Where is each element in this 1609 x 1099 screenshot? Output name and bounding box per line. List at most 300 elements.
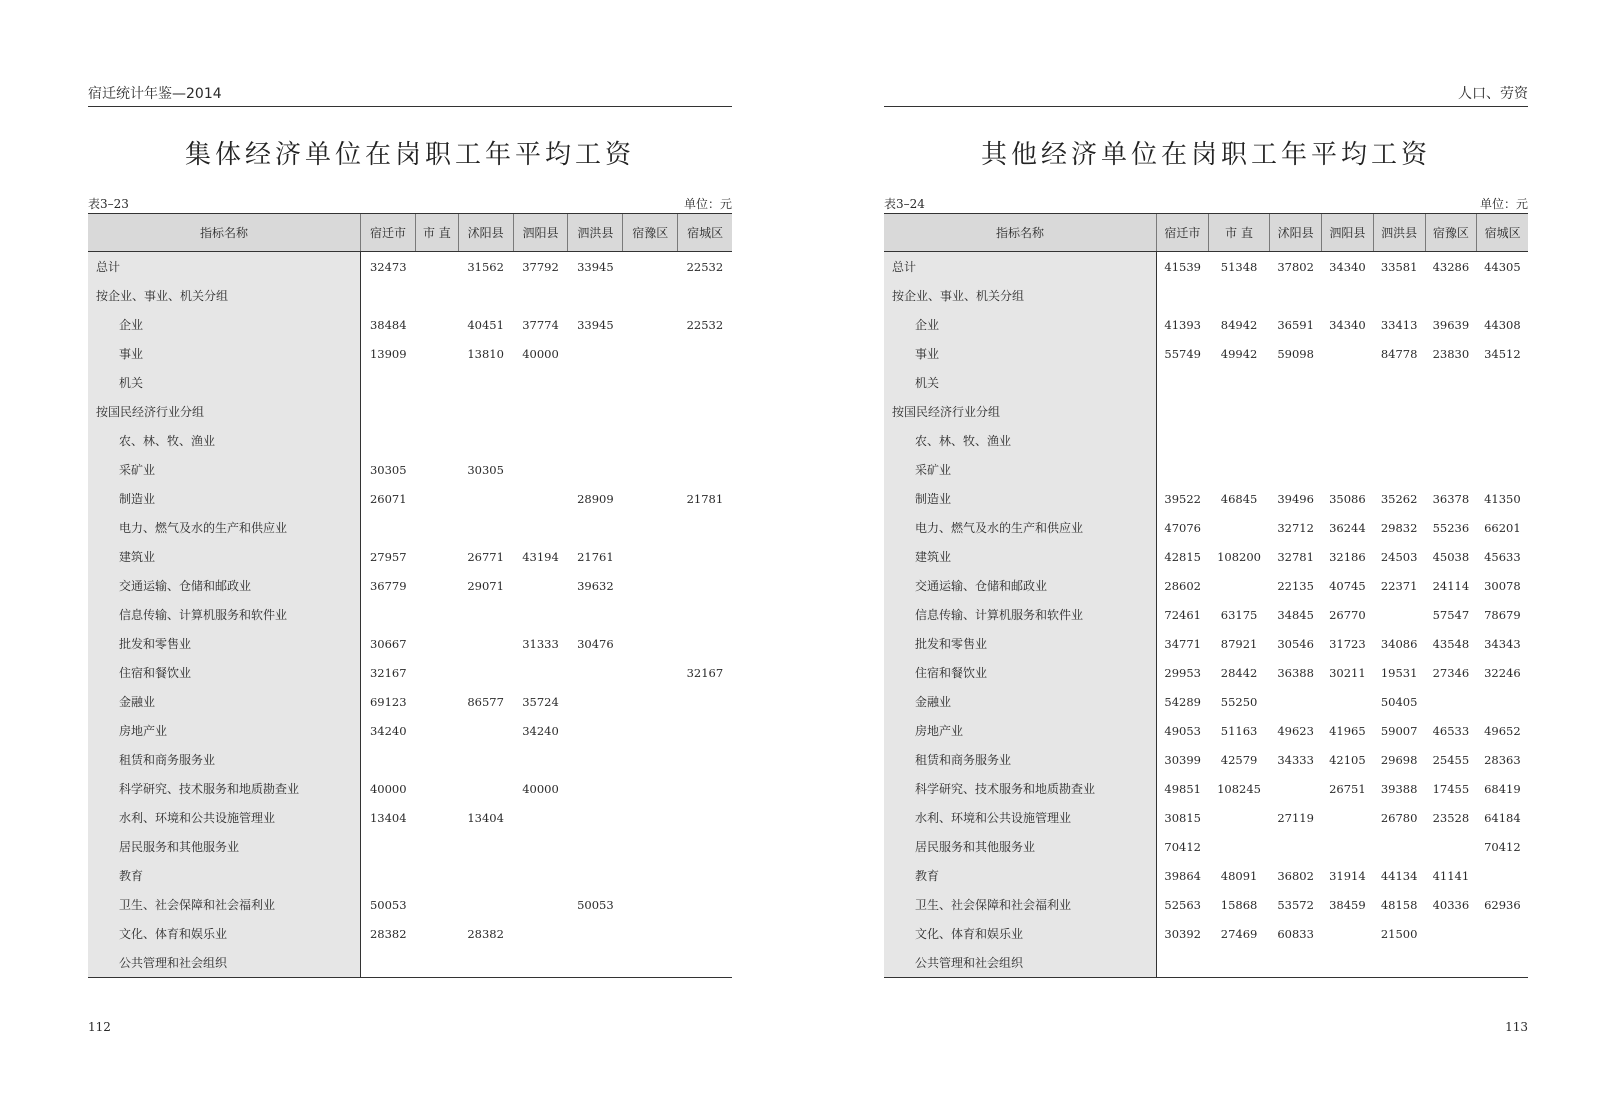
row-label: 企业	[88, 310, 361, 339]
table-number: 表3–24	[884, 197, 925, 211]
table-row	[884, 861, 1528, 890]
table-row	[884, 542, 1528, 571]
table-cell	[1373, 832, 1425, 861]
table-cell: 26780	[1380, 810, 1418, 825]
table-cell	[1322, 687, 1374, 716]
table-cell	[458, 745, 513, 774]
table-cell: 28382	[467, 926, 504, 941]
table-cell	[1270, 397, 1322, 426]
table-cell: 49623	[1277, 723, 1314, 738]
table-cell	[1208, 948, 1269, 978]
row-label: 金融业	[884, 687, 1157, 716]
table-cell: 62936	[1484, 897, 1521, 912]
column-header: 市 直	[415, 214, 458, 252]
table-cell	[1270, 774, 1322, 803]
table-cell: 30305	[369, 462, 407, 477]
table-cell: 34845	[1277, 607, 1314, 622]
table-cell: 26071	[369, 491, 407, 506]
table-cell	[1322, 832, 1374, 861]
row-label: 采矿业	[884, 455, 1157, 484]
table-cell: 30392	[1164, 926, 1201, 941]
table-cell	[415, 339, 458, 368]
table-cell	[568, 861, 623, 890]
table-cell: 43548	[1432, 636, 1470, 651]
table-cell	[361, 368, 416, 397]
table-cell: 21781	[686, 491, 724, 506]
table-cell: 60833	[1277, 926, 1314, 941]
table-cell	[678, 600, 732, 629]
table-cell: 55236	[1432, 520, 1470, 535]
table-cell: 32167	[369, 665, 407, 680]
table-cell: 29698	[1380, 752, 1418, 767]
row-label: 卫生、社会保障和社会福利业	[884, 890, 1157, 919]
row-label: 水利、环境和公共设施管理业	[884, 803, 1157, 832]
table-cell	[513, 426, 568, 455]
table-cell: 51163	[1220, 723, 1258, 738]
table-cell	[1425, 368, 1477, 397]
row-label: 事业	[884, 339, 1157, 368]
table-cell	[361, 513, 416, 542]
table-cell	[1322, 339, 1374, 368]
table-cell: 30305	[467, 462, 504, 477]
row-label: 交通运输、仓储和邮政业	[884, 571, 1157, 600]
table-cell: 84942	[1220, 317, 1258, 332]
column-header: 宿豫区	[1425, 214, 1477, 252]
column-header: 泗阳县	[1322, 214, 1374, 252]
table-row	[88, 455, 732, 484]
table-cell	[568, 948, 623, 978]
table-cell	[513, 600, 568, 629]
table-cell	[458, 658, 513, 687]
table-cell	[458, 629, 513, 658]
table-cell	[415, 832, 458, 861]
table-cell	[678, 397, 732, 426]
table-row	[88, 803, 732, 832]
table-cell	[513, 861, 568, 890]
unit-label: 单位：元	[1479, 197, 1528, 211]
table-cell	[1322, 455, 1374, 484]
table-cell	[623, 745, 678, 774]
table-cell	[623, 426, 678, 455]
table-cell	[361, 745, 416, 774]
table-cell: 15868	[1220, 897, 1258, 912]
table-cell	[513, 745, 568, 774]
row-label: 农、林、牧、渔业	[884, 426, 1157, 455]
table-cell	[568, 919, 623, 948]
row-label: 居民服务和其他服务业	[88, 832, 361, 861]
column-header: 泗洪县	[1373, 214, 1425, 252]
row-label: 信息传输、计算机服务和软件业	[884, 600, 1157, 629]
table-cell	[568, 513, 623, 542]
table-cell	[623, 687, 678, 716]
table-cell	[1373, 948, 1425, 978]
table-cell: 30815	[1164, 810, 1201, 825]
table-cell: 34240	[522, 723, 559, 738]
table-cell	[568, 426, 623, 455]
table-cell	[513, 281, 568, 310]
running-head	[88, 84, 732, 107]
table-cell: 33581	[1380, 259, 1418, 274]
table-row	[884, 252, 1528, 282]
table-cell: 34333	[1277, 752, 1314, 767]
table-cell	[623, 542, 678, 571]
row-label: 文化、体育和娱乐业	[884, 919, 1157, 948]
table-cell	[415, 455, 458, 484]
table-cell: 41141	[1432, 868, 1470, 883]
table-row	[88, 774, 732, 803]
column-header: 宿城区	[1477, 214, 1528, 252]
table-cell	[623, 600, 678, 629]
table-cell	[1270, 948, 1322, 978]
table-cell	[1425, 455, 1477, 484]
table-cell: 51348	[1220, 259, 1258, 274]
table-cell	[1425, 919, 1477, 948]
table-cell	[1270, 832, 1322, 861]
table-cell: 41350	[1484, 491, 1521, 506]
table-cell	[513, 890, 568, 919]
row-label: 教育	[884, 861, 1157, 890]
table-cell: 40336	[1432, 897, 1470, 912]
table-cell: 70412	[1484, 839, 1521, 854]
table-cell	[1270, 426, 1322, 455]
table-cell: 31723	[1329, 636, 1366, 651]
table-cell: 63175	[1220, 607, 1258, 622]
table-row	[884, 571, 1528, 600]
table-cell	[1322, 919, 1374, 948]
table-cell	[1322, 426, 1374, 455]
table-cell: 24114	[1432, 578, 1470, 593]
table-cell	[415, 629, 458, 658]
row-label: 交通运输、仓储和邮政业	[88, 571, 361, 600]
table-cell	[678, 629, 732, 658]
table-cell: 108245	[1217, 781, 1261, 796]
column-header: 沭阳县	[1270, 214, 1322, 252]
table-cell: 39522	[1164, 491, 1201, 506]
table-row	[884, 513, 1528, 542]
table-cell: 40451	[467, 317, 504, 332]
row-label: 科学研究、技术服务和地质勘查业	[88, 774, 361, 803]
table-cell	[568, 832, 623, 861]
table-cell: 38459	[1329, 897, 1366, 912]
column-header: 宿城区	[678, 214, 732, 252]
table-cell	[678, 368, 732, 397]
table-cell: 39496	[1277, 491, 1314, 506]
row-label: 教育	[88, 861, 361, 890]
table-cell	[415, 368, 458, 397]
table-cell	[513, 832, 568, 861]
table-cell	[1157, 368, 1209, 397]
row-label: 文化、体育和娱乐业	[88, 919, 361, 948]
table-cell	[1322, 281, 1374, 310]
row-label: 科学研究、技术服务和地质勘查业	[884, 774, 1157, 803]
table-cell	[623, 513, 678, 542]
table-row	[884, 919, 1528, 948]
table-row	[884, 658, 1528, 687]
table-header-row	[884, 214, 1528, 252]
table-cell	[623, 310, 678, 339]
table-cell: 23830	[1432, 346, 1470, 361]
table-row	[88, 252, 732, 282]
table-cell	[623, 948, 678, 978]
table-cell	[568, 716, 623, 745]
table-cell: 36779	[369, 578, 407, 593]
table-cell	[623, 629, 678, 658]
table-cell	[623, 484, 678, 513]
table-row	[884, 339, 1528, 368]
table-cell	[623, 658, 678, 687]
table-cell: 42815	[1164, 549, 1201, 564]
table-cell	[415, 774, 458, 803]
table-cell	[415, 658, 458, 687]
table-cell	[458, 513, 513, 542]
table-cell	[678, 948, 732, 978]
table-cell: 36378	[1432, 491, 1470, 506]
table-cell: 43286	[1432, 259, 1470, 274]
table-row	[88, 426, 732, 455]
table-cell	[678, 832, 732, 861]
table-cell: 66201	[1484, 520, 1521, 535]
table-cell: 26770	[1329, 607, 1366, 622]
table-cell: 22371	[1380, 578, 1418, 593]
table-cell	[1270, 687, 1322, 716]
table-cell	[361, 832, 416, 861]
table-cell	[1477, 919, 1528, 948]
table-cell: 68419	[1484, 781, 1521, 796]
row-label: 房地产业	[884, 716, 1157, 745]
table-cell	[568, 658, 623, 687]
table-row	[884, 716, 1528, 745]
table-cell	[415, 600, 458, 629]
table-cell: 44308	[1484, 317, 1521, 332]
row-label: 批发和零售业	[884, 629, 1157, 658]
table-cell	[1208, 513, 1269, 542]
table-cell: 30399	[1164, 752, 1201, 767]
table-cell	[1373, 455, 1425, 484]
table-cell: 53572	[1277, 897, 1314, 912]
table-cell	[623, 339, 678, 368]
table-cell	[623, 281, 678, 310]
table-cell	[1208, 281, 1269, 310]
table-cell: 33945	[577, 317, 614, 332]
table-cell: 22532	[686, 317, 724, 332]
table-cell	[458, 600, 513, 629]
table-row	[884, 890, 1528, 919]
table-row	[884, 484, 1528, 513]
row-label: 金融业	[88, 687, 361, 716]
table-cell	[1208, 368, 1269, 397]
row-label: 电力、燃气及水的生产和供应业	[88, 513, 361, 542]
table-cell	[1373, 426, 1425, 455]
table-cell	[415, 687, 458, 716]
table-cell: 41539	[1164, 259, 1201, 274]
table-cell: 36388	[1277, 665, 1314, 680]
table-cell: 50405	[1380, 694, 1418, 709]
column-header: 宿迁市	[1157, 214, 1209, 252]
table-cell: 45038	[1432, 549, 1470, 564]
table-cell	[415, 571, 458, 600]
table-cell	[678, 455, 732, 484]
table-cell	[1322, 397, 1374, 426]
table-header-row	[88, 214, 732, 252]
row-label: 按国民经济行业分组	[884, 397, 1157, 426]
table-row	[88, 716, 732, 745]
table-cell: 78679	[1484, 607, 1521, 622]
table-cell	[1477, 455, 1528, 484]
table-cell: 31562	[467, 259, 504, 274]
table-cell	[458, 832, 513, 861]
table-cell	[1157, 397, 1209, 426]
row-label: 信息传输、计算机服务和软件业	[88, 600, 361, 629]
table-cell: 34340	[1329, 259, 1366, 274]
table-cell	[623, 252, 678, 282]
column-header-name: 指标名称	[88, 214, 361, 252]
table-cell: 34512	[1484, 346, 1521, 361]
table-cell	[678, 281, 732, 310]
table-cell: 49851	[1164, 781, 1201, 796]
table-cell: 28363	[1484, 752, 1521, 767]
table-cell	[513, 513, 568, 542]
table-cell	[678, 774, 732, 803]
column-header: 市 直	[1208, 214, 1269, 252]
table-row	[884, 426, 1528, 455]
table-cell: 31333	[522, 636, 559, 651]
table-cell	[1477, 368, 1528, 397]
table-cell	[513, 658, 568, 687]
table-cell: 46533	[1432, 723, 1470, 738]
table-cell: 55749	[1164, 346, 1201, 361]
table-row	[88, 571, 732, 600]
table-cell	[415, 310, 458, 339]
table-cell: 40000	[369, 781, 407, 796]
table-cell: 49652	[1484, 723, 1521, 738]
table-cell: 34086	[1380, 636, 1418, 651]
table-cell	[415, 426, 458, 455]
table-row	[88, 542, 732, 571]
table-row	[88, 339, 732, 368]
table-cell	[415, 716, 458, 745]
table-cell: 22135	[1277, 578, 1314, 593]
table-cell	[361, 397, 416, 426]
table-cell: 32246	[1484, 665, 1521, 680]
table-cell	[415, 803, 458, 832]
table-cell: 13404	[369, 810, 407, 825]
page-title: 集体经济单位在岗职工年平均工资	[184, 140, 635, 170]
table-cell	[678, 339, 732, 368]
table-cell	[415, 948, 458, 978]
table-cell	[568, 339, 623, 368]
table-cell: 33413	[1380, 317, 1418, 332]
table-cell	[678, 687, 732, 716]
table-cell	[1270, 281, 1322, 310]
table-cell	[458, 397, 513, 426]
table-cell	[1270, 368, 1322, 397]
table-cell	[361, 600, 416, 629]
row-label: 公共管理和社会组织	[884, 948, 1157, 978]
row-label: 总计	[884, 252, 1157, 282]
table-row	[88, 310, 732, 339]
table-cell	[415, 397, 458, 426]
table-cell	[513, 455, 568, 484]
table-cell: 50053	[577, 897, 614, 912]
table-cell: 72461	[1164, 607, 1201, 622]
table-cell	[623, 803, 678, 832]
table-cell: 39639	[1432, 317, 1470, 332]
table-cell	[1425, 687, 1477, 716]
table-cell: 32781	[1277, 549, 1314, 564]
table-cell: 28382	[369, 926, 407, 941]
table-cell: 36591	[1277, 317, 1314, 332]
table-cell: 46845	[1220, 491, 1258, 506]
table-row	[884, 368, 1528, 397]
row-label: 机关	[884, 368, 1157, 397]
table-row	[884, 745, 1528, 774]
table-cell	[1322, 948, 1374, 978]
table-cell	[1425, 426, 1477, 455]
table-cell: 108200	[1217, 549, 1261, 564]
table-cell	[513, 397, 568, 426]
table-cell	[458, 890, 513, 919]
table-cell	[1477, 426, 1528, 455]
table-cell	[1322, 368, 1374, 397]
table-cell: 30078	[1484, 578, 1521, 593]
running-head-text: 宿迁统计年鉴—2014	[88, 86, 222, 102]
table-cell: 26771	[467, 549, 504, 564]
page-title: 其他经济单位在岗职工年平均工资	[980, 140, 1431, 170]
table-row	[88, 832, 732, 861]
row-label: 按企业、事业、机关分组	[884, 281, 1157, 310]
table-cell	[513, 368, 568, 397]
row-label: 居民服务和其他服务业	[884, 832, 1157, 861]
column-header: 泗洪县	[568, 214, 623, 252]
table-cell	[1208, 426, 1269, 455]
table-cell: 28602	[1164, 578, 1201, 593]
table-row	[88, 861, 732, 890]
table-cell: 13404	[467, 810, 504, 825]
table-cell	[1425, 948, 1477, 978]
table-cell	[678, 426, 732, 455]
table-cell	[623, 368, 678, 397]
table-cell	[1208, 803, 1269, 832]
table-cell: 37802	[1277, 259, 1314, 274]
table-cell: 44134	[1380, 868, 1418, 883]
table-row	[88, 397, 732, 426]
table-cell: 57547	[1432, 607, 1470, 622]
table-cell	[1373, 368, 1425, 397]
table-cell: 29071	[467, 578, 504, 593]
table-row	[884, 397, 1528, 426]
column-header: 沭阳县	[458, 214, 513, 252]
table-cell: 55250	[1220, 694, 1258, 709]
table-cell: 45633	[1484, 549, 1521, 564]
table-cell: 43194	[522, 549, 559, 564]
table-cell: 27469	[1220, 926, 1258, 941]
table-cell	[513, 948, 568, 978]
row-label: 公共管理和社会组织	[88, 948, 361, 978]
row-label: 电力、燃气及水的生产和供应业	[884, 513, 1157, 542]
row-label: 租赁和商务服务业	[88, 745, 361, 774]
table-cell	[458, 281, 513, 310]
table-row	[88, 948, 732, 978]
table-cell: 30667	[369, 636, 407, 651]
table-cell	[458, 426, 513, 455]
column-header: 泗阳县	[513, 214, 568, 252]
table-cell: 37774	[522, 317, 559, 332]
row-label: 制造业	[884, 484, 1157, 513]
table-cell	[1270, 455, 1322, 484]
table-cell	[1477, 861, 1528, 890]
table-row	[88, 687, 732, 716]
table-cell: 47076	[1164, 520, 1201, 535]
